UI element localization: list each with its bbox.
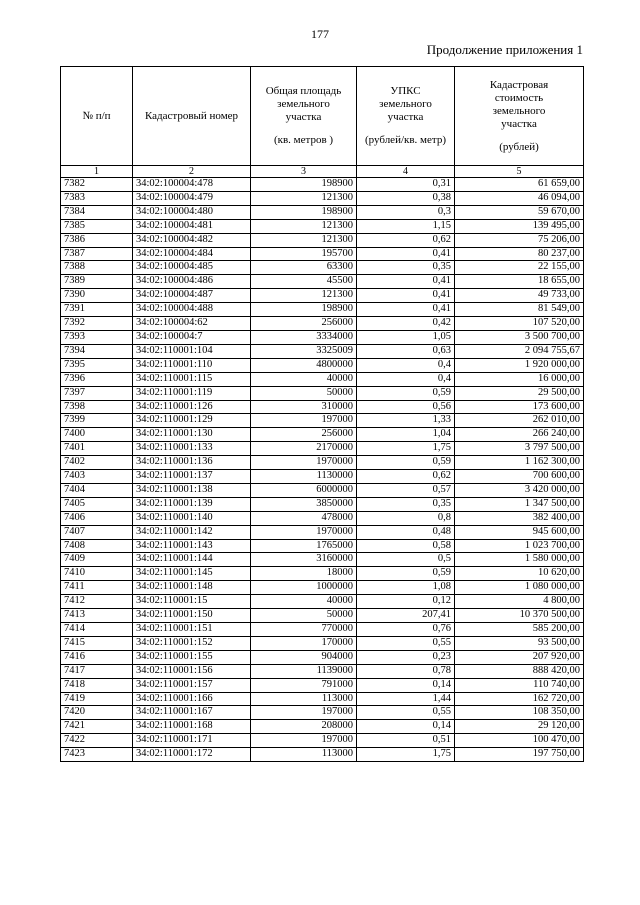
area-cell: 40000 [251,595,357,609]
table-row [61,567,584,581]
row-number-cell: 7394 [61,344,133,358]
table-row [61,289,584,303]
specific-value-cell: 0,35 [357,261,455,275]
specific-value-cell: 1,75 [357,748,455,762]
cadastral-value-cell: 266 240,00 [455,428,584,442]
cadastral-number-cell: 34:02:110001:145 [133,567,251,581]
cadastral-number-cell: 34:02:110001:115 [133,372,251,386]
specific-value-cell: 1,75 [357,442,455,456]
row-number-cell: 7387 [61,247,133,261]
column-number: 5 [455,166,584,178]
table-row [61,720,584,734]
cadastral-number-cell: 34:02:100004:479 [133,191,251,205]
specific-value-cell: 0,59 [357,456,455,470]
header-specific-value: УПКС земельного участка (рублей/кв. метр) [357,67,455,166]
area-cell: 198900 [251,205,357,219]
cadastral-number-cell: 34:02:110001:171 [133,734,251,748]
area-cell: 63300 [251,261,357,275]
table-row [61,358,584,372]
row-number-cell: 7418 [61,678,133,692]
row-number-cell: 7391 [61,303,133,317]
cadastral-value-cell: 81 549,00 [455,303,584,317]
header-cadastral-number: Кадастровый номер [133,67,251,166]
cadastral-number-cell: 34:02:110001:148 [133,581,251,595]
row-number-cell: 7400 [61,428,133,442]
area-cell: 197000 [251,706,357,720]
area-cell: 3325009 [251,344,357,358]
row-number-cell: 7406 [61,511,133,525]
cadastral-value-cell: 29 120,00 [455,720,584,734]
table-body [61,178,584,762]
area-cell: 121300 [251,289,357,303]
cadastral-value-cell: 1 162 300,00 [455,456,584,470]
cadastral-value-cell: 10 620,00 [455,567,584,581]
cadastral-number-cell: 34:02:110001:157 [133,678,251,692]
table-row [61,400,584,414]
cadastral-number-cell: 34:02:100004:487 [133,289,251,303]
cadastral-value-cell: 61 659,00 [455,178,584,192]
cadastral-number-cell: 34:02:100004:7 [133,330,251,344]
specific-value-cell: 1,05 [357,330,455,344]
table-row [61,678,584,692]
row-number-cell: 7414 [61,623,133,637]
specific-value-cell: 0,4 [357,358,455,372]
specific-value-cell: 0,14 [357,678,455,692]
area-cell: 791000 [251,678,357,692]
area-cell: 121300 [251,219,357,233]
row-number-cell: 7382 [61,178,133,192]
cadastral-value-cell: 107 520,00 [455,317,584,331]
table-row [61,609,584,623]
area-cell: 4800000 [251,358,357,372]
cadastral-number-cell: 34:02:100004:485 [133,261,251,275]
area-cell: 770000 [251,623,357,637]
row-number-cell: 7390 [61,289,133,303]
row-number-cell: 7405 [61,497,133,511]
appendix-continuation-label: Продолжение приложения 1 [426,42,583,57]
cadastral-value-cell: 1 080 000,00 [455,581,584,595]
specific-value-cell: 0,23 [357,650,455,664]
row-number-cell: 7408 [61,539,133,553]
row-number-cell: 7395 [61,358,133,372]
area-cell: 197000 [251,734,357,748]
cadastral-value-cell: 139 495,00 [455,219,584,233]
row-number-cell: 7416 [61,650,133,664]
row-number-cell: 7383 [61,191,133,205]
cadastral-number-cell: 34:02:100004:480 [133,205,251,219]
area-cell: 1765000 [251,539,357,553]
specific-value-cell: 0,14 [357,720,455,734]
row-number-cell: 7392 [61,317,133,331]
area-cell: 50000 [251,609,357,623]
cadastral-number-cell: 34:02:110001:152 [133,636,251,650]
column-number: 2 [133,166,251,178]
row-number-cell: 7404 [61,483,133,497]
table-row [61,275,584,289]
specific-value-cell: 0,62 [357,470,455,484]
specific-value-cell: 0,4 [357,372,455,386]
row-number-cell: 7417 [61,664,133,678]
table-row [61,483,584,497]
area-cell: 478000 [251,511,357,525]
table-row [61,372,584,386]
cadastral-value-cell: 2 094 755,67 [455,344,584,358]
table-row [61,442,584,456]
row-number-cell: 7410 [61,567,133,581]
area-cell: 1130000 [251,470,357,484]
table-row [61,650,584,664]
cadastral-number-cell: 34:02:110001:143 [133,539,251,553]
specific-value-cell: 0,56 [357,400,455,414]
cadastral-number-cell: 34:02:100004:484 [133,247,251,261]
cadastral-value-cell: 1 580 000,00 [455,553,584,567]
area-cell: 2170000 [251,442,357,456]
table-row [61,414,584,428]
table-row [61,386,584,400]
cadastral-number-cell: 34:02:110001:133 [133,442,251,456]
area-cell: 1000000 [251,581,357,595]
row-number-cell: 7411 [61,581,133,595]
table-row [61,553,584,567]
column-number: 3 [251,166,357,178]
cadastral-number-cell: 34:02:100004:481 [133,219,251,233]
specific-value-cell: 0,55 [357,636,455,650]
specific-value-cell: 0,41 [357,303,455,317]
cadastral-number-cell: 34:02:110001:136 [133,456,251,470]
row-number-cell: 7393 [61,330,133,344]
cadastral-value-cell: 110 740,00 [455,678,584,692]
cadastral-number-cell: 34:02:110001:139 [133,497,251,511]
cadastral-number-cell: 34:02:110001:156 [133,664,251,678]
table-row [61,303,584,317]
cadastral-value-cell: 29 500,00 [455,386,584,400]
specific-value-cell: 1,33 [357,414,455,428]
cadastral-value-cell: 3 420 000,00 [455,483,584,497]
cadastral-value-cell: 700 600,00 [455,470,584,484]
cadastral-number-cell: 34:02:110001:137 [133,470,251,484]
cadastral-value-cell: 945 600,00 [455,525,584,539]
specific-value-cell: 1,04 [357,428,455,442]
row-number-cell: 7384 [61,205,133,219]
column-number-row [61,166,584,178]
area-cell: 208000 [251,720,357,734]
row-number-cell: 7385 [61,219,133,233]
cadastral-value-cell: 1 920 000,00 [455,358,584,372]
cadastral-number-cell: 34:02:110001:110 [133,358,251,372]
table-row [61,233,584,247]
specific-value-cell: 207,41 [357,609,455,623]
table-row [61,178,584,192]
area-cell: 3850000 [251,497,357,511]
area-cell: 197000 [251,414,357,428]
specific-value-cell: 0,35 [357,497,455,511]
specific-value-cell: 0,3 [357,205,455,219]
row-number-cell: 7402 [61,456,133,470]
cadastral-number-cell: 34:02:100004:488 [133,303,251,317]
specific-value-cell: 0,41 [357,275,455,289]
cadastral-number-cell: 34:02:100004:486 [133,275,251,289]
specific-value-cell: 0,41 [357,247,455,261]
cadastral-number-cell: 34:02:110001:126 [133,400,251,414]
cadastral-number-cell: 34:02:100004:478 [133,178,251,192]
table-row [61,636,584,650]
area-cell: 121300 [251,191,357,205]
specific-value-cell: 0,5 [357,553,455,567]
cadastral-number-cell: 34:02:110001:144 [133,553,251,567]
cadastral-number-cell: 34:02:110001:155 [133,650,251,664]
specific-value-cell: 0,31 [357,178,455,192]
row-number-cell: 7398 [61,400,133,414]
specific-value-cell: 0,51 [357,734,455,748]
row-number-cell: 7403 [61,470,133,484]
specific-value-cell: 1,08 [357,581,455,595]
cadastral-number-cell: 34:02:110001:150 [133,609,251,623]
table-row [61,470,584,484]
table-row [61,261,584,275]
specific-value-cell: 1,44 [357,692,455,706]
specific-value-cell: 0,42 [357,317,455,331]
cadastral-value-cell: 59 670,00 [455,205,584,219]
specific-value-cell: 0,48 [357,525,455,539]
cadastral-number-cell: 34:02:110001:172 [133,748,251,762]
cadastral-value-cell: 197 750,00 [455,748,584,762]
area-cell: 40000 [251,372,357,386]
cadastral-value-cell: 173 600,00 [455,400,584,414]
cadastral-value-cell: 1 347 500,00 [455,497,584,511]
row-number-cell: 7423 [61,748,133,762]
table-row [61,344,584,358]
cadastral-value-cell: 3 797 500,00 [455,442,584,456]
area-cell: 195700 [251,247,357,261]
row-number-cell: 7386 [61,233,133,247]
table-row [61,539,584,553]
row-number-cell: 7401 [61,442,133,456]
cadastral-value-cell: 46 094,00 [455,191,584,205]
cadastral-number-cell: 34:02:110001:151 [133,623,251,637]
area-cell: 256000 [251,428,357,442]
area-cell: 6000000 [251,483,357,497]
table-row [61,191,584,205]
specific-value-cell: 0,58 [357,539,455,553]
specific-value-cell: 0,41 [357,289,455,303]
table-row [61,330,584,344]
cadastral-number-cell: 34:02:100004:482 [133,233,251,247]
table-row [61,511,584,525]
specific-value-cell: 0,59 [357,386,455,400]
cadastral-value-cell: 22 155,00 [455,261,584,275]
cadastral-value-cell: 1 023 700,00 [455,539,584,553]
table-row [61,219,584,233]
cadastral-value-cell: 10 370 500,00 [455,609,584,623]
cadastral-number-cell: 34:02:110001:167 [133,706,251,720]
area-cell: 3334000 [251,330,357,344]
row-number-cell: 7412 [61,595,133,609]
cadastral-value-cell: 262 010,00 [455,414,584,428]
row-number-cell: 7396 [61,372,133,386]
area-cell: 1139000 [251,664,357,678]
table-row [61,247,584,261]
area-cell: 121300 [251,233,357,247]
area-cell: 198900 [251,303,357,317]
header-row-number: № п/п [61,67,133,166]
row-number-cell: 7399 [61,414,133,428]
cadastral-value-table [60,66,584,762]
specific-value-cell: 0,76 [357,623,455,637]
cadastral-number-cell: 34:02:110001:104 [133,344,251,358]
cadastral-number-cell: 34:02:110001:166 [133,692,251,706]
row-number-cell: 7415 [61,636,133,650]
cadastral-value-cell: 100 470,00 [455,734,584,748]
table-row [61,595,584,609]
page-number: 177 [311,27,329,41]
row-number-cell: 7419 [61,692,133,706]
header-cadastral-value: Кадастровая стоимость земельного участка (рублей) [455,67,584,166]
cadastral-number-cell: 34:02:110001:129 [133,414,251,428]
area-cell: 904000 [251,650,357,664]
table-row [61,734,584,748]
specific-value-cell: 0,78 [357,664,455,678]
cadastral-value-cell: 4 800,00 [455,595,584,609]
area-cell: 310000 [251,400,357,414]
table-row [61,497,584,511]
cadastral-value-cell: 162 720,00 [455,692,584,706]
area-cell: 170000 [251,636,357,650]
specific-value-cell: 0,8 [357,511,455,525]
table-row [61,692,584,706]
cadastral-number-cell: 34:02:110001:15 [133,595,251,609]
specific-value-cell: 0,57 [357,483,455,497]
header-row [61,67,584,166]
table-row [61,623,584,637]
specific-value-cell: 0,55 [357,706,455,720]
cadastral-value-cell: 108 350,00 [455,706,584,720]
column-number: 4 [357,166,455,178]
area-cell: 3160000 [251,553,357,567]
row-number-cell: 7422 [61,734,133,748]
area-cell: 18000 [251,567,357,581]
cadastral-value-cell: 93 500,00 [455,636,584,650]
cadastral-value-cell: 3 500 700,00 [455,330,584,344]
cadastral-value-cell: 16 000,00 [455,372,584,386]
cadastral-value-cell: 382 400,00 [455,511,584,525]
table-row [61,581,584,595]
specific-value-cell: 0,59 [357,567,455,581]
row-number-cell: 7413 [61,609,133,623]
cadastral-value-cell: 585 200,00 [455,623,584,637]
specific-value-cell: 0,38 [357,191,455,205]
specific-value-cell: 0,62 [357,233,455,247]
specific-value-cell: 0,63 [357,344,455,358]
table-row [61,456,584,470]
area-cell: 50000 [251,386,357,400]
row-number-cell: 7388 [61,261,133,275]
specific-value-cell: 1,15 [357,219,455,233]
cadastral-value-cell: 888 420,00 [455,664,584,678]
cadastral-value-cell: 49 733,00 [455,289,584,303]
cadastral-value-cell: 207 920,00 [455,650,584,664]
table-row [61,317,584,331]
cadastral-number-cell: 34:02:110001:168 [133,720,251,734]
area-cell: 1970000 [251,456,357,470]
header-total-area: Общая площадь земельного участка (кв. метров ) [251,67,357,166]
table-row [61,525,584,539]
row-number-cell: 7389 [61,275,133,289]
row-number-cell: 7421 [61,720,133,734]
row-number-cell: 7409 [61,553,133,567]
table-row [61,706,584,720]
cadastral-number-cell: 34:02:110001:140 [133,511,251,525]
cadastral-number-cell: 34:02:110001:130 [133,428,251,442]
area-cell: 1970000 [251,525,357,539]
cadastral-value-cell: 75 206,00 [455,233,584,247]
cadastral-number-cell: 34:02:100004:62 [133,317,251,331]
table-row [61,664,584,678]
cadastral-number-cell: 34:02:110001:138 [133,483,251,497]
column-number: 1 [61,166,133,178]
row-number-cell: 7420 [61,706,133,720]
area-cell: 198900 [251,178,357,192]
row-number-cell: 7407 [61,525,133,539]
table-row [61,205,584,219]
area-cell: 45500 [251,275,357,289]
cadastral-value-cell: 80 237,00 [455,247,584,261]
cadastral-number-cell: 34:02:110001:142 [133,525,251,539]
area-cell: 256000 [251,317,357,331]
row-number-cell: 7397 [61,386,133,400]
table-row [61,748,584,762]
table-row [61,428,584,442]
specific-value-cell: 0,12 [357,595,455,609]
cadastral-value-cell: 18 655,00 [455,275,584,289]
area-cell: 113000 [251,692,357,706]
cadastral-number-cell: 34:02:110001:119 [133,386,251,400]
area-cell: 113000 [251,748,357,762]
